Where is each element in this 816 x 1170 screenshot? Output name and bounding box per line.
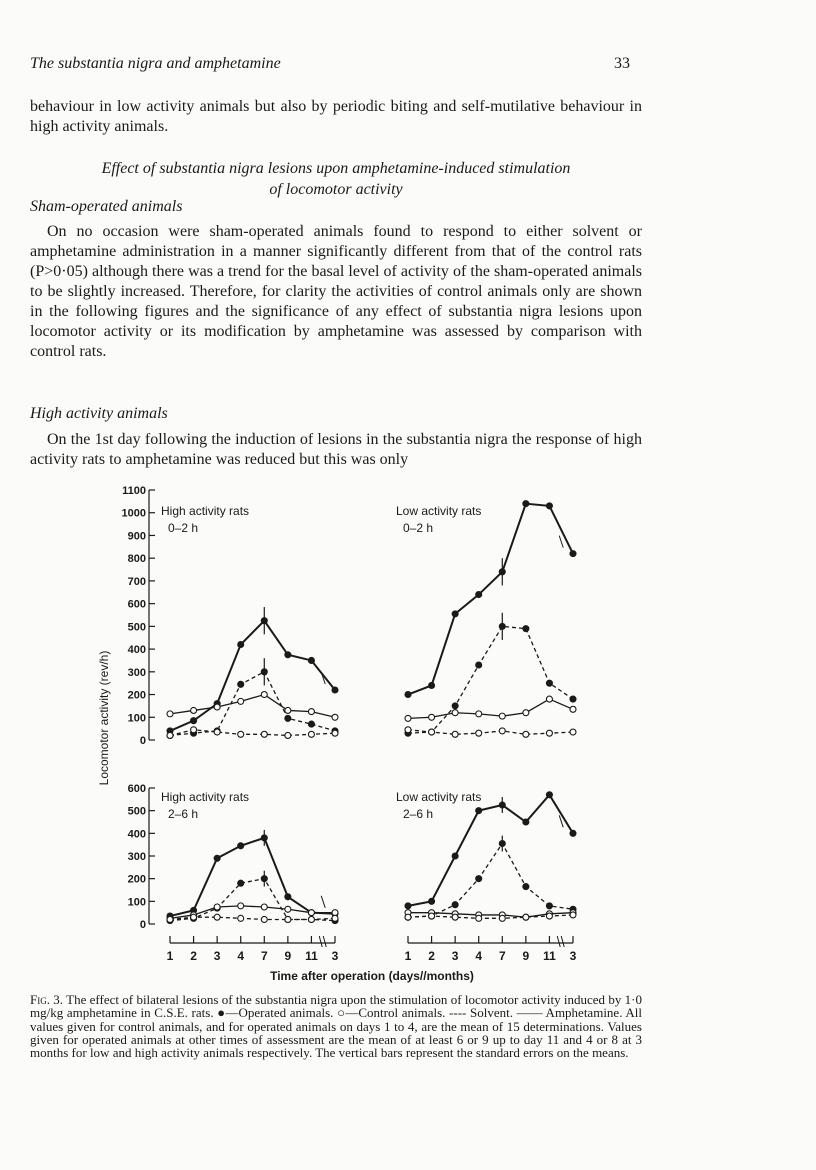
data-point (261, 692, 267, 698)
data-point (429, 898, 435, 904)
data-point (285, 652, 291, 658)
data-point (429, 714, 435, 720)
y-tick-label: 200 (127, 873, 146, 886)
panel-title: Low activity rats (396, 504, 482, 518)
data-point (308, 916, 314, 922)
data-point (546, 680, 552, 686)
data-point (238, 903, 244, 909)
sham-paragraph-text: On no occasion were sham-operated animals found to respond to either solvent or amphetamine administration in a manner significantly different from that of the control rats (P>0·05) although there was a trend for the basal level of activity of the sham-operated animals to be slightly increased. Therefore, for clarity the activities of control animals only are shown in the following figures and the significance of any effect of substantia nigra lesions upon locomotor activity or its modification by amphetamine was assessed by comparison with control rats. (30, 223, 642, 360)
panel-title: High activity rats (161, 504, 250, 518)
high-activity-paragraph-text: On the 1st day following the induction of lesions in the substantia nigra the response of high activity rats to amphetamine was reduced but this was only (30, 431, 642, 468)
x-axis-break-mark (323, 936, 326, 947)
panel-subtitle: 0–2 h (403, 521, 434, 535)
data-point (238, 698, 244, 704)
data-point (523, 731, 529, 737)
x-tick-label: 4 (237, 949, 245, 963)
x-tick-label: 4 (475, 949, 483, 963)
data-point (405, 903, 411, 909)
data-point (476, 915, 482, 921)
y-tick-label: 800 (127, 553, 146, 566)
data-point (570, 830, 576, 836)
panel-title: High activity rats (161, 790, 250, 804)
y-tick-label: 600 (127, 783, 146, 795)
data-point (238, 843, 244, 849)
data-point (261, 731, 267, 737)
running-title: The substantia nigra and amphetamine (30, 55, 281, 72)
data-point (523, 501, 529, 507)
section-title-line-2: of locomotor activity (269, 181, 403, 198)
data-point (452, 710, 458, 716)
x-tick-label: 1 (404, 949, 412, 963)
data-point (285, 715, 291, 721)
data-point (429, 913, 435, 919)
data-point (452, 611, 458, 617)
x-tick-label: 2 (428, 949, 435, 963)
data-point (546, 503, 552, 509)
data-point (214, 729, 220, 735)
data-point (238, 880, 244, 886)
data-point (308, 721, 314, 727)
data-point (308, 731, 314, 737)
data-point (405, 914, 411, 920)
data-point (452, 731, 458, 737)
data-point (499, 728, 505, 734)
y-tick-label: 400 (127, 828, 146, 841)
x-axis-break-mark (557, 936, 560, 947)
series-line (170, 838, 335, 916)
y-tick-label: 100 (127, 896, 146, 909)
data-point (214, 704, 220, 710)
y-tick-label: 100 (127, 712, 146, 725)
x-tick-label: 3 (451, 949, 459, 963)
data-point (523, 884, 529, 890)
y-tick-label: 500 (127, 805, 146, 818)
y-tick-label: 0 (139, 919, 146, 931)
y-tick-label: 600 (127, 598, 146, 611)
data-point (332, 910, 338, 916)
data-point (476, 730, 482, 736)
data-point (332, 714, 338, 720)
figure-3-plot (90, 478, 600, 988)
data-point (308, 657, 314, 663)
data-point (285, 894, 291, 900)
data-point (214, 855, 220, 861)
data-point (308, 709, 314, 715)
data-point (452, 703, 458, 709)
page-number: 33 (614, 55, 630, 72)
data-point (191, 707, 197, 713)
y-tick-label: 300 (127, 666, 146, 679)
sham-paragraph (30, 222, 642, 362)
x-tick-label: 2 (190, 949, 197, 963)
y-tick-label: 300 (127, 851, 146, 863)
data-point (332, 915, 338, 921)
data-point (429, 729, 435, 735)
data-point (214, 914, 220, 920)
section-title-line-1: Effect of substantia nigra lesions upon amphetamine-induced stimulation (101, 160, 571, 177)
section-title (30, 158, 642, 200)
x-tick-label: 11 (543, 949, 556, 963)
x-tick-label: 9 (284, 949, 292, 963)
caption-label: Fig. 3. (30, 992, 64, 1007)
y-tick-label: 700 (127, 575, 146, 588)
data-point (546, 903, 552, 909)
data-point (285, 707, 291, 713)
data-point (570, 551, 576, 557)
data-point (405, 727, 411, 733)
data-point (546, 730, 552, 736)
data-point (191, 727, 197, 733)
data-point (452, 902, 458, 908)
y-tick-label: 1100 (122, 485, 146, 497)
y-tick-label: 500 (127, 621, 146, 634)
data-point (570, 912, 576, 918)
data-point (261, 904, 267, 910)
high-activity-heading: High activity animals (30, 405, 168, 422)
data-point (476, 808, 482, 814)
data-point (285, 732, 291, 738)
data-point (214, 904, 220, 910)
x-tick-label: 9 (522, 949, 530, 963)
sham-heading: Sham-operated animals (30, 198, 183, 215)
data-point (570, 729, 576, 735)
x-tick-label: 7 (260, 949, 268, 963)
axis-break-mark (321, 896, 325, 908)
figure-3 (90, 478, 600, 993)
paragraph-continuation: behaviour in low activity animals but also by periodic biting and self-mutilative behaviour in high activity animals. (30, 98, 642, 135)
data-point (238, 642, 244, 648)
data-point (546, 696, 552, 702)
x-tick-label: 3 (331, 949, 339, 963)
y-tick-label: 0 (139, 735, 146, 747)
panel-subtitle: 0–2 h (168, 521, 199, 535)
data-point (452, 853, 458, 859)
data-point (476, 711, 482, 717)
data-point (523, 819, 529, 825)
data-point (476, 662, 482, 668)
y-tick-label: 400 (127, 644, 146, 657)
data-point (499, 713, 505, 719)
data-point (285, 906, 291, 912)
x-axis-label: Time after operation (days//months) (270, 969, 474, 983)
data-point (476, 592, 482, 598)
data-point (308, 910, 314, 916)
data-point (261, 916, 267, 922)
data-point (499, 915, 505, 921)
data-point (429, 682, 435, 688)
x-tick-label: 11 (305, 949, 318, 963)
axis-break-mark (559, 536, 563, 548)
x-tick-label: 1 (166, 949, 174, 963)
data-point (570, 706, 576, 712)
data-point (238, 731, 244, 737)
data-point (523, 710, 529, 716)
panel-subtitle: 2–6 h (403, 807, 434, 821)
data-point (570, 696, 576, 702)
data-point (332, 687, 338, 693)
x-axis-break-mark (561, 936, 564, 947)
caption-text: The effect of bilateral lesions of the substantia nigra upon the stimulation of locomotor activity induced by 1·0 mg/kg amphetamine in C.S.E. rats. ●—Operated animals. ○—Control animals. ---- Solvent. —— Amphetamine. All values given for control animals, and for operated animals on days 1 to 4, are the mean of 15 determinations. Values given for operated animals at other times of assessment are the mean of at least 6 or 9 up to day 11 and 4 or 8 at 3 months for low and high activity animals respectively. The vertical bars represent the standard errors on the means. (30, 992, 642, 1061)
figure-caption (30, 993, 642, 1059)
data-point (405, 715, 411, 721)
data-point (167, 711, 173, 717)
data-point (238, 681, 244, 687)
data-point (167, 732, 173, 738)
data-point (546, 913, 552, 919)
data-point (191, 718, 197, 724)
y-axis-label: Locomotor activity (rev/h) (97, 650, 111, 786)
data-point (167, 916, 173, 922)
panel-title: Low activity rats (396, 790, 482, 804)
data-point (191, 914, 197, 920)
data-point (546, 792, 552, 798)
y-tick-label: 900 (127, 530, 146, 543)
y-tick-label: 1000 (121, 507, 146, 520)
x-tick-label: 7 (498, 949, 506, 963)
y-tick-label: 200 (127, 689, 146, 702)
data-point (332, 730, 338, 736)
data-point (238, 915, 244, 921)
panel-subtitle: 2–6 h (168, 807, 199, 821)
data-point (476, 876, 482, 882)
high-activity-paragraph (30, 430, 642, 470)
x-tick-label: 3 (569, 949, 577, 963)
x-tick-label: 3 (213, 949, 221, 963)
data-point (452, 914, 458, 920)
x-axis-break-mark (319, 936, 322, 947)
data-point (285, 916, 291, 922)
data-point (405, 692, 411, 698)
data-point (523, 914, 529, 920)
data-point (523, 626, 529, 632)
